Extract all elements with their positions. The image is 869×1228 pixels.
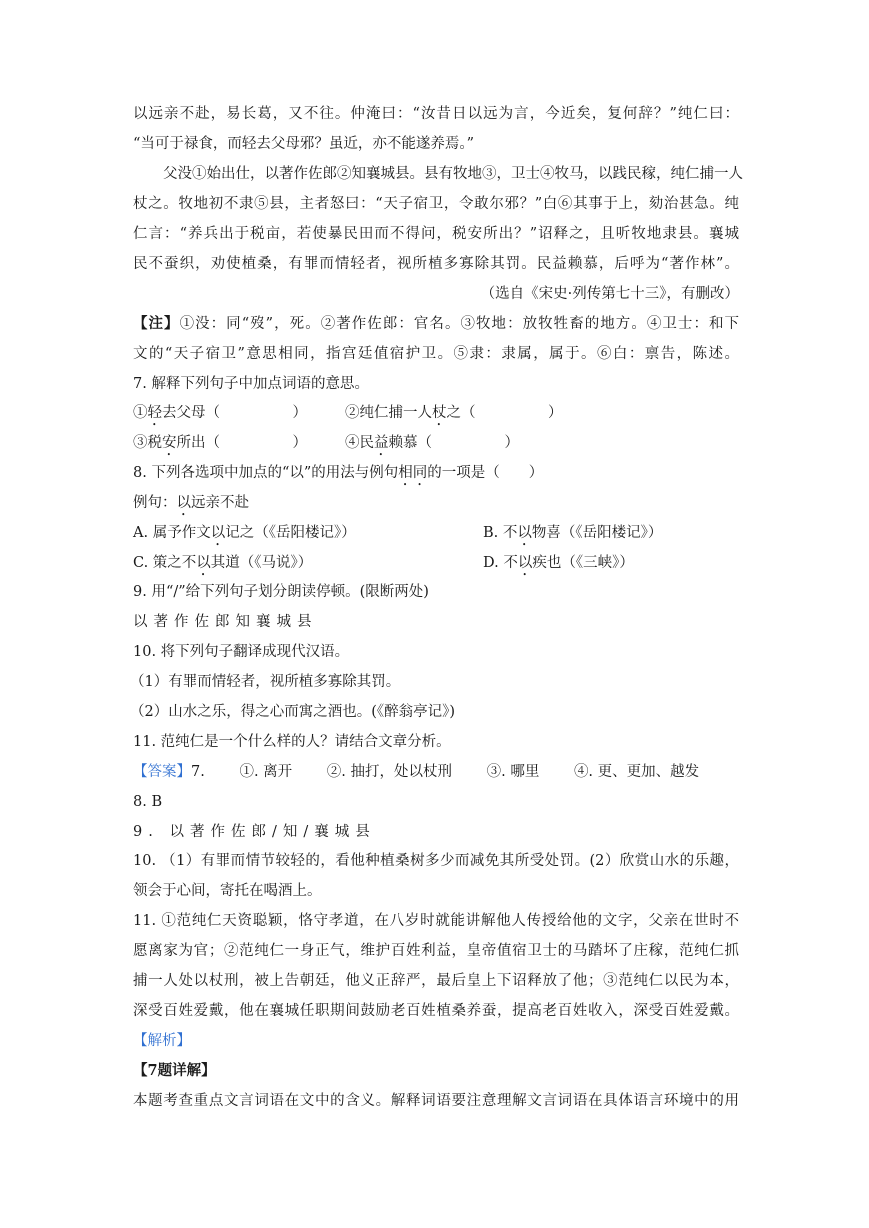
q7-c-post: 所出（ ） — [176, 435, 307, 451]
q7-c — [133, 435, 307, 451]
answer-10-line-2: 领会于心间，寄托在喝酒上。 — [133, 883, 322, 899]
q7-row-2 — [133, 433, 739, 459]
notes-text-1: ①没：同“歿”，死。②著作佐郎：官名。③牧地：放牧牲畜的地方。④卫士：和下 — [179, 316, 739, 332]
analysis-q7-heading: 【7题详解】 — [133, 1062, 216, 1079]
q10-sentence-1: （1）有罪而情轻者，视所植多寡除其罚。 — [130, 674, 401, 690]
q9-stem: 9. 用“/”给下列句子划分朗读停顿。(限断两处) — [133, 584, 429, 600]
q8-option-a — [133, 525, 356, 541]
q8-b-pre: B. 不 — [483, 525, 518, 541]
passage-line-5: 仁言：“养兵出于税亩，若使暴民田而不得问，税安所出？”诏释之，且听牧地隶县。襄城 — [133, 226, 739, 242]
answer-10-line-1: 10. （1）有罪而情节较轻的，看他种植桑树多少而减免其所受处罚。(2）欣赏山水的乐趣， — [133, 853, 739, 869]
q8-c-dotted: 以 — [196, 555, 211, 571]
q7-b-pre: ②纯仁捕一人 — [345, 405, 432, 421]
answer-11-line-3: 捕一人处以杖刑，被上告朝廷，他义正辞严，最后皇上下诏释放了他；③范纯仁以民为本， — [133, 973, 739, 989]
q8-option-b — [483, 523, 662, 549]
q8-stem-pre: 8. 下列各选项中加点的“以”的用法与例句 — [133, 465, 399, 481]
answer-7-row — [133, 762, 739, 782]
q8-stem-post: 的一项是（ ） — [427, 465, 544, 481]
q11-stem: 11. 范纯仁是一个什么样的人？请结合文章分析。 — [133, 734, 451, 750]
q8-a-pre: A. 属予作文 — [133, 525, 211, 541]
q8-a-dotted: 以 — [210, 525, 226, 541]
q8-d-dotted: 以 — [517, 555, 533, 571]
q7-d-post: 赖慕（ ） — [388, 435, 519, 451]
q8-b-post: 物喜（《岳阳楼记》） — [531, 525, 663, 541]
analysis-q7-line-1: 本题考查重点文言词语在文中的含义。解释词语要注意理解文言词语在具体语言环境中的用 — [133, 1093, 739, 1109]
q7-d-dotted: 益 — [374, 435, 389, 451]
answer-label: 【答案】 — [133, 764, 191, 780]
q8-row-1 — [133, 523, 739, 549]
q8-d-pre: D. 不 — [483, 555, 518, 571]
answer-11-line-2: 愿离家为官；②范纯仁一身正气，维护百姓利益，皇帝值宿卫士的马踏坏了庄稼，范纯仁抓 — [133, 943, 739, 959]
q8-c-post: 其道（《马说》） — [210, 555, 313, 571]
passage-line-6: 民不蚕织，劝使植桑，有罪而情轻者，视所植多寡除其罚。民益赖慕，后呼为“著作林”。 — [133, 256, 739, 272]
q8-ex-pre: 例句： — [133, 495, 177, 511]
q9-sentence: 以著作佐郎知襄城县 — [133, 614, 318, 630]
passage-line-1: 以远亲不赴，易长葛，又不往。仲淹曰：“汝昔日以远为言，今近矣，复何辞？”纯仁曰： — [133, 106, 739, 122]
passage-line-4: 杖之。牧地初不隶⑤县，主者怒曰：“天子宿卫，令敢尔邪？”白⑥其事于上，劾治甚急。纯 — [133, 196, 739, 212]
q7-d-pre: ④民 — [345, 435, 374, 451]
passage-line-2: “当可于禄食，而轻去父母邪？虽近，亦不能遂养焉。” — [133, 136, 475, 152]
answer-11-line-4: 深受百姓爱戴，他在襄城任职期间鼓励老百姓植桑养蚕，提高老百姓收入，深受百姓爱戴。 — [133, 1003, 739, 1019]
q8-ex-dotted: 以 — [176, 495, 191, 511]
q7-a-post: 去父母（ ） — [162, 405, 307, 421]
q8-stem — [133, 463, 739, 489]
answer-11-line-1: 11. ①范纯仁天资聪颖，恪守孝道，在八岁时就能讲解他人传授给他的文字，父亲在世时不 — [133, 913, 739, 929]
passage-source: （选自《宋史·列传第七十三》，有删改） — [480, 286, 739, 302]
notes-line-1 — [133, 314, 739, 334]
answer-7-4: ④. 更、更加、越发 — [573, 764, 700, 780]
q8-c-pre: C. 策之不 — [133, 555, 197, 571]
q8-option-d — [483, 553, 634, 579]
q8-a-post: 记之（《岳阳楼记》） — [225, 525, 356, 541]
q7-b-dotted: 杖 — [432, 405, 447, 421]
answer-9: 9. 以著作佐郎/知/襄城县 — [133, 824, 376, 840]
q8-d-post: 疾也（《三峡》） — [532, 555, 634, 571]
q8-stem-dotted: 相同 — [398, 465, 428, 481]
q8-example — [133, 493, 739, 519]
passage-line-3: 父没①始出仕，以著作佐郎②知襄城县。县有牧地③，卫士④牧马，以践民稼，纯仁捕一人 — [163, 166, 743, 182]
q7-d — [345, 433, 519, 459]
q7-a-dotted: 轻 — [147, 405, 162, 421]
answer-7-num: 7. — [191, 764, 205, 780]
q7-row-1 — [133, 403, 739, 429]
answer-8: 8. B — [133, 794, 163, 810]
q7-a — [133, 405, 307, 421]
q8-option-c — [133, 555, 312, 571]
answer-7-2: ②. 抽打，处以杖刑 — [326, 764, 452, 780]
analysis-label: 【解析】 — [133, 1033, 191, 1049]
q7-stem: 7. 解释下列句子中加点词语的意思。 — [133, 376, 369, 392]
answer-7-3: ③. 哪里 — [486, 764, 540, 780]
q8-b-dotted: 以 — [517, 525, 532, 541]
q7-c-pre: ③税 — [133, 435, 162, 451]
q7-a-pre: ① — [133, 405, 148, 421]
q8-row-2 — [133, 553, 739, 579]
notes-line-2: 文的“天子宿卫”意思相同，指宫廷值宿护卫。⑤隶：隶属，属于。⑥白：禀告，陈述。 — [133, 346, 739, 362]
notes-label: 【注】 — [133, 315, 180, 332]
q7-b-post: 之（ ） — [446, 405, 563, 421]
answer-7-1: ①. 离开 — [239, 764, 293, 780]
q8-ex-post: 远亲不赴 — [191, 495, 249, 511]
q7-c-dotted: 安 — [162, 435, 177, 451]
q10-stem: 10. 将下列句子翻译成现代汉语。 — [133, 644, 350, 660]
q10-sentence-2: （2）山水之乐，得之心而寓之酒也。(《醉翁亭记》) — [130, 704, 456, 720]
q7-b — [345, 403, 563, 429]
